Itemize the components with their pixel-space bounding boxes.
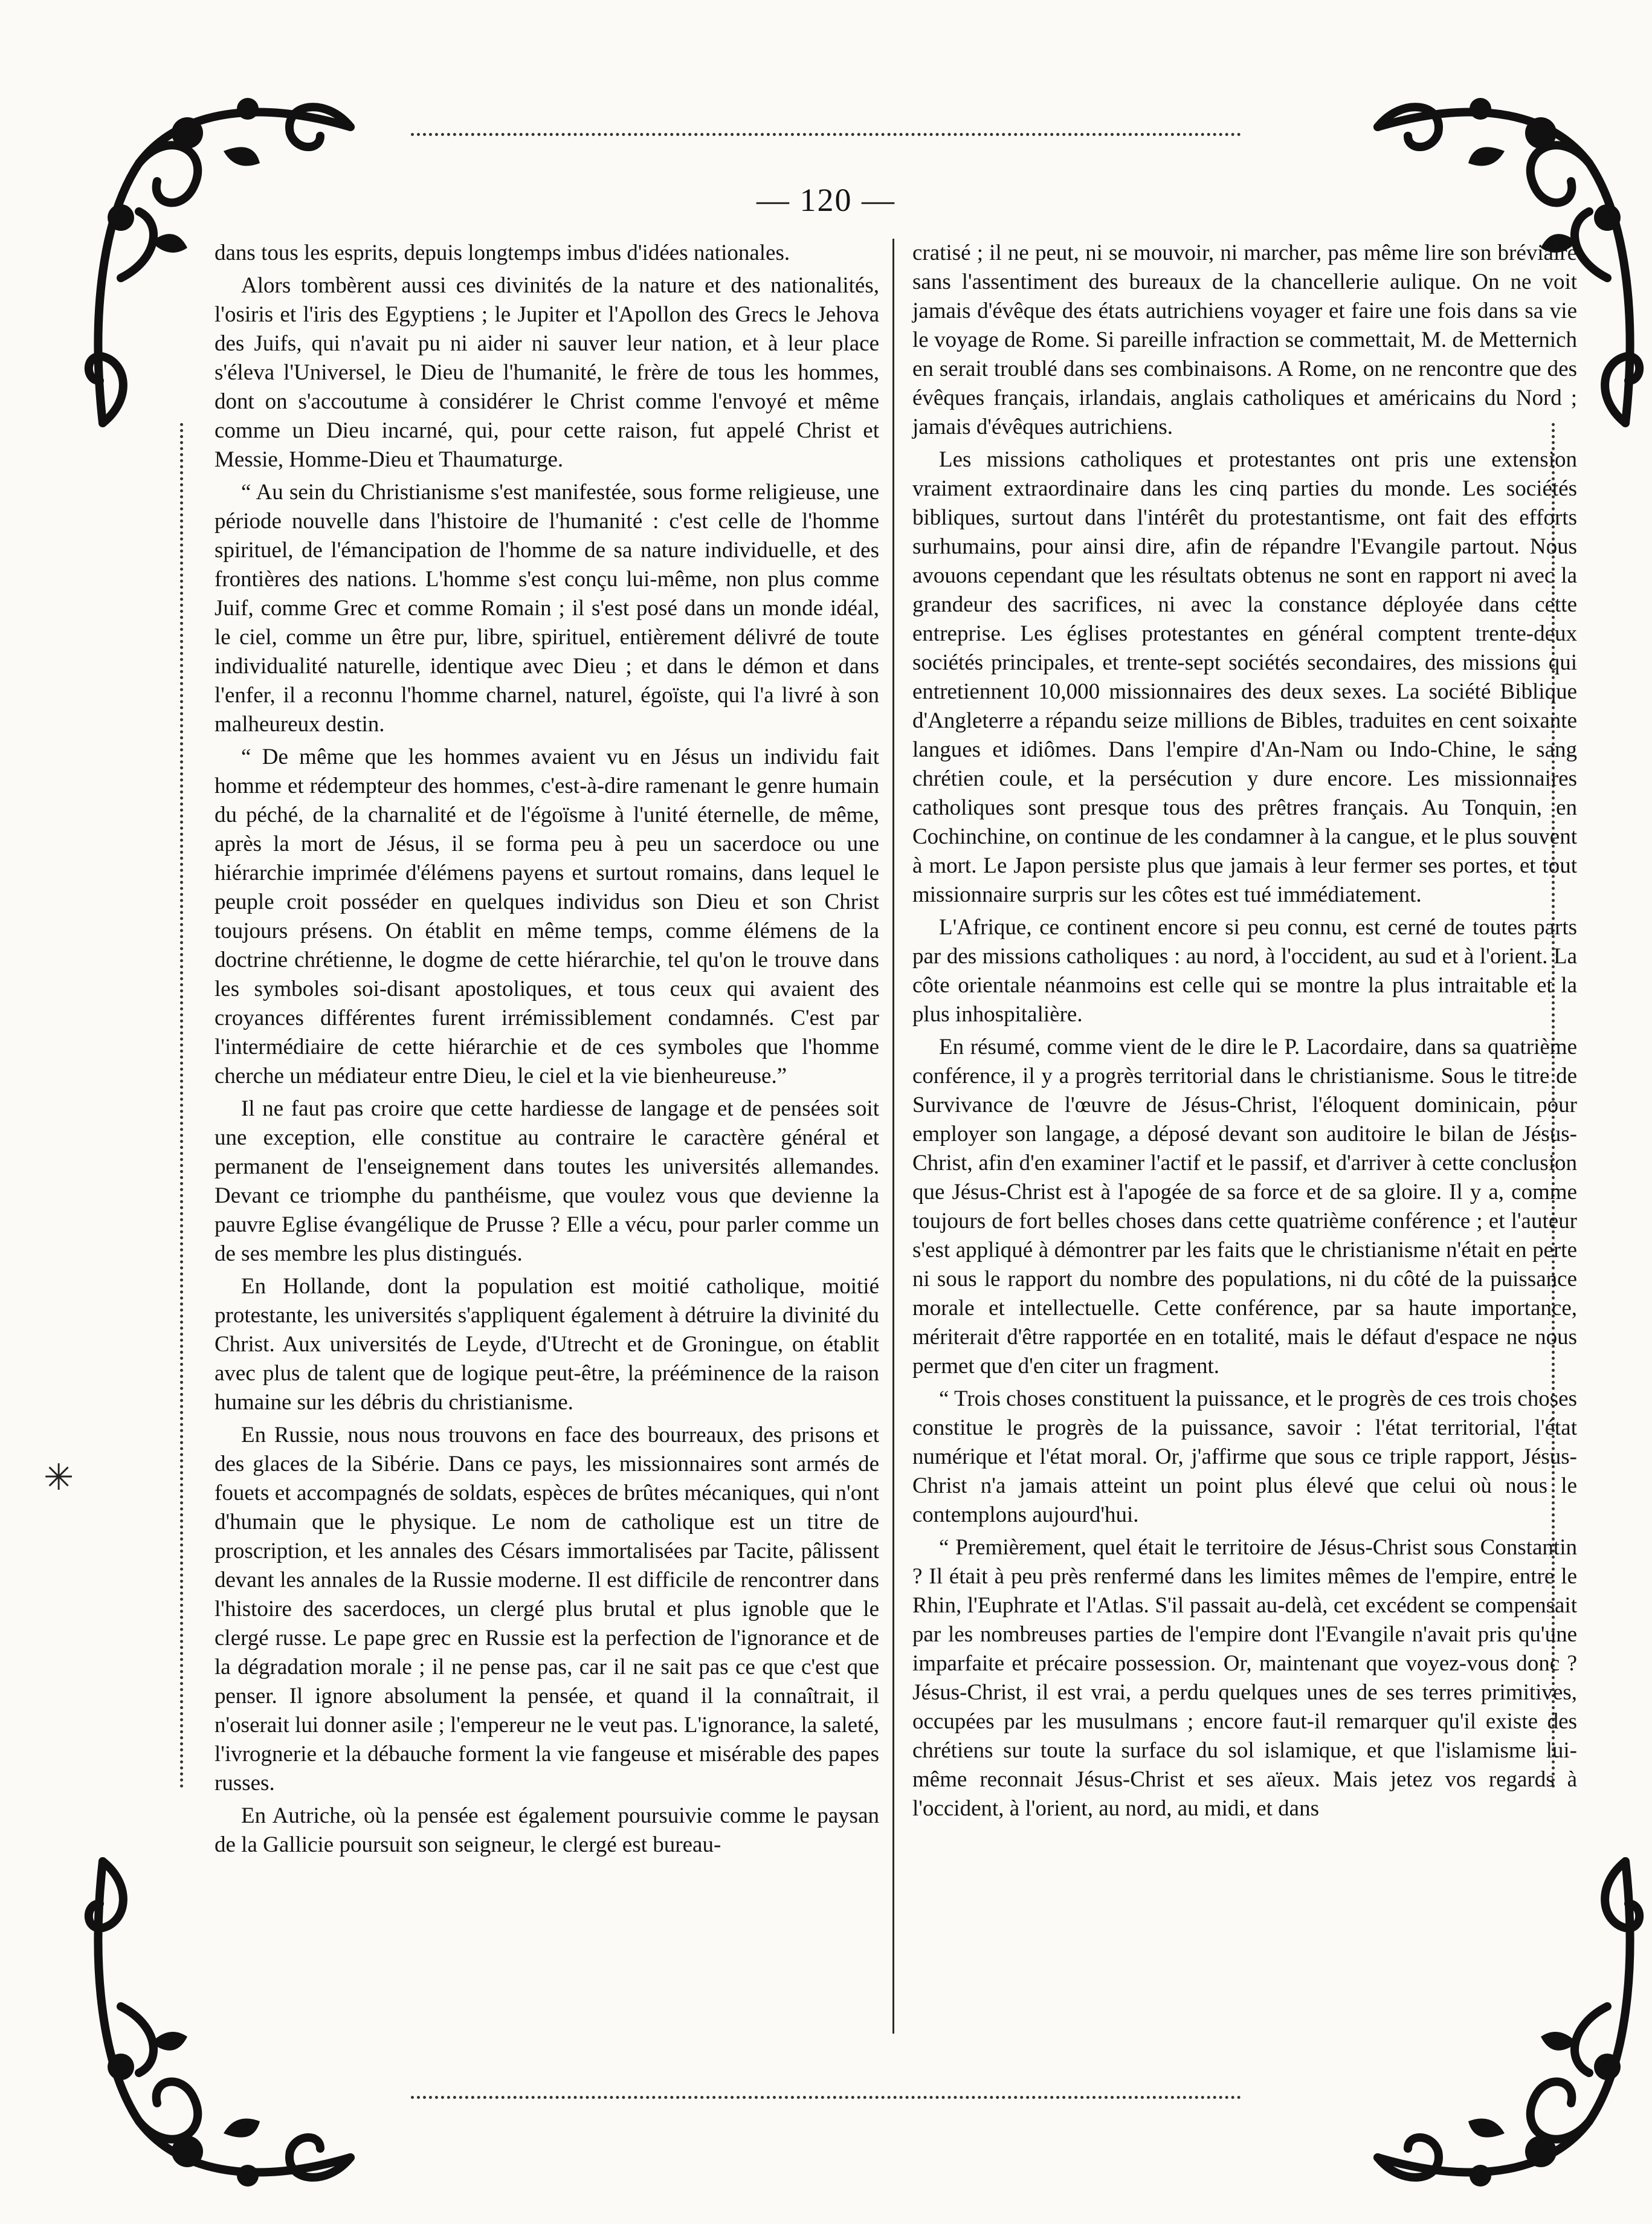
paragraph: En résumé, comme vient de le dire le P. Lacordaire, dans sa quatrième conférence, il y a progrès territorial dans le christianisme. Sous le titre de Survivance de l'œuvre de Jésus-Christ, l'éloquent dominicain, pour employer son langage, a déposé devant son auditoire le bilan de Jésus-Christ, afin d'en examiner l'actif et le passif, et d'arriver à cette conclusion que Jésus-Christ est à l'apogée de sa force et de sa gloire. Il y a, comme toujours de fort belles choses dans cette quatrième conférence ; et l'auteur s'est appliqué à démontrer par les faits que le christianisme n'était en perte ni sous le rapport du nombre des populations, ni du côté de la puissance morale et intellectuelle. Cette conférence, par sa haute importance, mériterait d'être rapportée en en totalité, mais le défaut d'espace ne nous permet que d'en citer un fragment. [912,1035,1577,1379]
paragraph: cratisé ; il ne peut, ni se mouvoir, ni marcher, pas même lire son bréviaire sans l'assentiment des bureaux de la chancellerie aulique. On ne voit jamais d'évêque des états autrichiens voyager et faire une fois dans sa vie le voyage de Rome. Si pareille infraction se commettait, M. de Metternich en serait troublé dans ses combinaisons. A Rome, on ne rencontre que des évêques français, irlandais, anglais catholiques et américains du Nord ; jamais d'évêques autrichiens. [912,241,1577,439]
bottom-dotted-rule [411,2096,1241,2099]
column-divider [892,239,894,2034]
left-column [215,239,879,1863]
paragraph: “ Au sein du Christianisme s'est manifestée, sous forme religieuse, une période nouvelle dans l'histoire de l'humanité : c'est celle de l'homme spirituel, de l'émancipation de l'homme de sa nature individuelle, et des frontières des nations. L'homme s'est conçu lui-même, non plus comme Juif, comme Grec et comme Romain ; il s'est posé dans un monde idéal, le ciel, comme un être pur, libre, spirituel, entièrement délivré de toute individualité naturelle, identique avec Dieu ; et dans le démon et dans l'enfer, il a reconnu l'homme charnel, naturel, égoïste, qui l'a livré à son malheureux destin. [215,480,879,737]
paragraph: Les missions catholiques et protestantes ont pris une extension vraiment extraordinaire dans les cinq parties du monde. Les sociétés bibliques, surtout dans l'intérêt du protestantisme, ont fait des efforts surhumains, pour ainsi dire, afin de répandre l'Evangile partout. Nous avouons cependant que les résultats obtenus ne sont en rapport ni avec la grandeur des sacrifices, ni avec la constance déployée dans cette entreprise. Les églises protestantes en général comptent trente-deux sociétés principales, et trente-sept sociétés secondaires, des missions qui entretiennent 10,000 missionnaires des deux sexes. La société Biblique d'Angleterre a répandu seize millions de Bibles, traduites en cent soixante langues et idiômes. Dans l'empire d'An-Nam ou Indo-Chine, le sang chrétien coule, et la persécution y dure encore. Les missionnaires catholiques sont presque tous des prêtres français. Au Tonquin, en Cochinchine, on continue de les condamner à la cangue, et le plus souvent à mort. Le Japon persiste plus que jamais à leur fermer ses portes, et tout missionnaire surpris sur les côtes est tué immédiatement. [912,447,1577,907]
paragraph: Alors tombèrent aussi ces divinités de la nature et des nationalités, l'osiris et l'iris des Egyptiens ; le Jupiter et l'Apollon des Grecs le Jehova des Juifs, qui n'avait pu ni aider ni sauver leur nation, et à leur place s'éleva l'Universel, le Dieu de l'humanité, le frère de tous les hommes, dont on s'accoutume à considérer le Christ comme l'envoyé et même comme un Dieu incarné, qui, pour cette raison, fut appelé Christ et Messie, Homme-Dieu et Thaumaturge. [215,273,879,472]
paragraph: En Russie, nous nous trouvons en face des bourreaux, des prisons et des glaces de la Sibérie. Dans ce pays, les missionnaires sont armés de fouets et accompagnés de soldats, espèces de brûtes mécaniques, qui n'ont d'humain que le physique. Le nom de catholique est un titre de proscription, et les annales des Césars immortalisées par Tacite, pâlissent devant les annales de la Russie moderne. Il est difficile de rencontrer dans l'histoire des sacerdoces, un clergé plus brutal et plus ignoble que le clergé russe. Le pape grec en Russie est la perfection de l'ignorance et de la dégradation morale ; il ne pense pas, car il ne sait pas ce que c'est que penser. Il ignore absolument la pensée, et quand il la connaîtrait, il n'oserait lui donner asile ; l'empereur ne le veut pas. L'ignorance, la saleté, l'ivrognerie et la débauche forment la vie fangeuse et misérable des papes russes. [215,1423,879,1796]
paragraph: dans tous les esprits, depuis longtemps imbus d'idées nationales. [215,241,790,265]
top-dotted-rule [411,133,1241,136]
right-column [912,239,1577,1827]
paragraph: En Hollande, dont la population est moitié catholique, moitié protestante, les universités s'appliquent également à détruire la divinité du Christ. Aux universités de Leyde, d'Utrecht et de Groningue, on établit avec plus de talent que de logique peut-être, la prééminence de la raison humaine sur les débris du christianisme. [215,1274,879,1415]
ink-speck-icon: ✳ [44,1458,74,1498]
paragraph: L'Afrique, ce continent encore si peu connu, est cerné de toutes parts par des missions catholiques : au nord, à l'occident, au sud et à l'orient. La côte orientale néanmoins est celle qui se montre la plus intraitable et la plus inhospitalière. [912,915,1577,1027]
paragraph: Il ne faut pas croire que cette hardiesse de langage et de pensées soit une exception, elle constitue au contraire le caractère général et permanent de l'enseignement dans toutes les universités allemandes. Devant ce triomphe du panthéisme, que voulez vous que devienne la pauvre Eglise évangélique de Prusse ? Elle a vécu, pour parler comme un de ses membre les plus distingués. [215,1096,879,1266]
paragraph: “ Trois choses constituent la puissance, et le progrès de ces trois choses constitue le progrès de la puissance, savoir : l'état territorial, l'état numérique et l'état moral. Or, j'affirme que sous ce triple rapport, Jésus-Christ n'a jamais atteint un point plus élevé que celui où nous le contemplons aujourd'hui. [912,1386,1577,1527]
paragraph: “ De même que les hommes avaient vu en Jésus un individu fait homme et rédempteur des hommes, c'est-à-dire ramenant le genre humain du péché, de la charnalité et de l'égoïsme à l'unité éternelle, de même, après la mort de Jésus, il se forma peu à peu un sacerdoce ou une hiérarchie imprimée d'élémens payens et surtout romains, dans lequel le peuple croit posséder en quelques individus son Dieu et son Christ toujours présens. On établit en même temps, comme élémens de la doctrine chrétienne, le dogme de cette hiérarchie, tel qu'on le trouve dans les symboles soi-disant apostoliques, et tous ceux qui avaient des croyances différentes furent irrémissiblement condamnés. C'est par l'intermédiaire de cette hiérarchie et de ces symboles que l'homme cherche un médiateur entre Dieu, le ciel et la vie bienheureuse.” [215,745,879,1088]
paragraph: “ Premièrement, quel était le territoire de Jésus-Christ sous Constantin ? Il était à peu près renfermé dans les limites mêmes de l'empire, entre le Rhin, l'Euphrate et l'Atlas. S'il passait au-delà, cet excédent se compensait par les nombreuses parties de l'empire dont l'Evangile n'avait pris qu'une imparfaite et précaire possession. Or, maintenant que voyez-vous donc ? Jésus-Christ, il est vrai, a perdu quelques unes de ses terres primitives, occupées par les musulmans ; encore faut-il remarquer qu'il existe des chrétiens sur toute la surface du sol islamique, et que l'islamisme lui-même reconnait Jésus-Christ et ses aïeux. Mais jetez vos regards à l'occident, à l'orient, au nord, au midi, et dans [912,1535,1577,1821]
left-dotted-rule [180,423,183,1789]
page-number: — 120 — [757,182,895,218]
paragraph: En Autriche, où la pensée est également poursuivie comme le paysan de la Gallicie poursuit son seigneur, le clergé est bureau- [215,1803,879,1857]
ornate-corner-bottom-right-icon [1347,1837,1652,2224]
ornate-corner-bottom-left-icon [66,1837,381,2224]
